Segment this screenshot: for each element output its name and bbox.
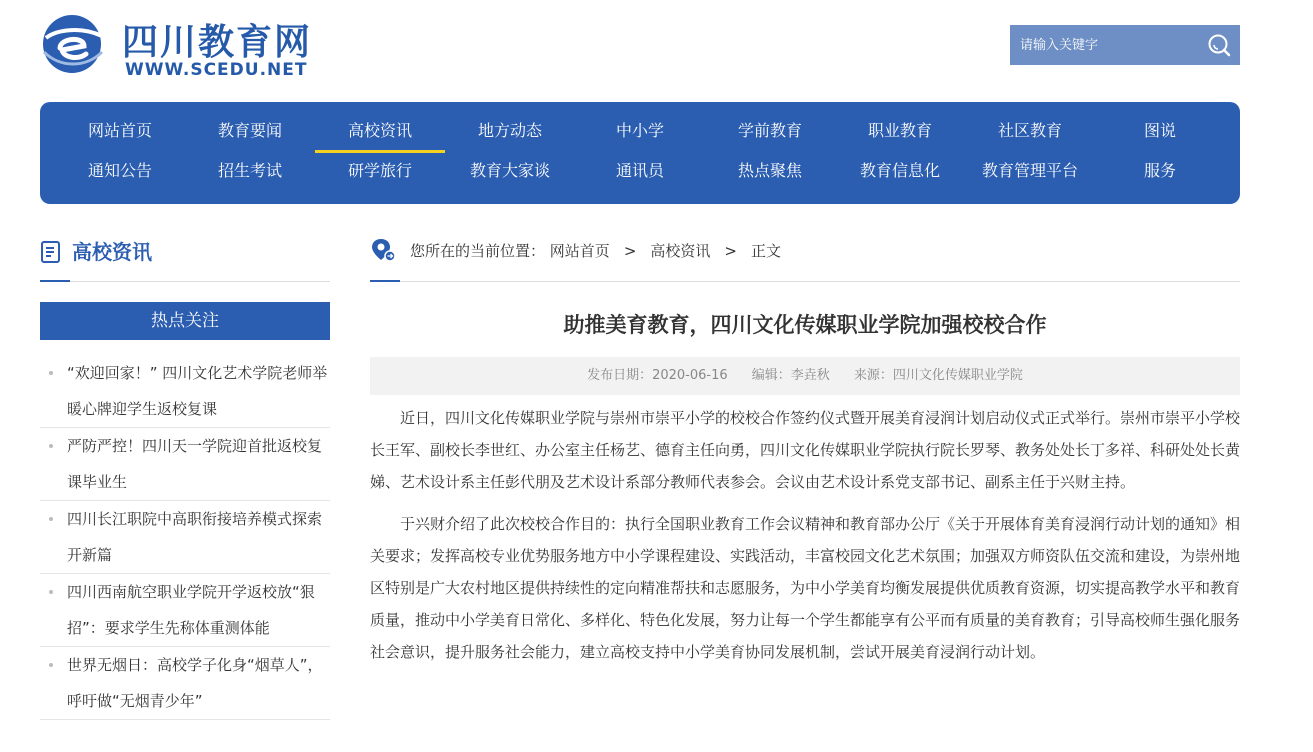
breadcrumb-underline: [370, 280, 400, 282]
breadcrumb: [370, 232, 1240, 282]
site-logo[interactable]: [40, 12, 340, 82]
article-editor: 编辑：李垚秋: [751, 368, 830, 383]
sidebar-heading: [40, 232, 330, 282]
sidebar-title: 高校资讯: [72, 240, 152, 264]
article-meta: [370, 357, 1240, 395]
list-item-text: “欢迎回家！” 四川文化艺术学院老师举暖心牌迎学生返校复课: [67, 364, 328, 418]
nav-services[interactable]: 服务: [1143, 161, 1176, 180]
list-item-text: 世界无烟日：高校学子化身“烟草人”，呼吁做“无烟青少年”: [67, 656, 323, 710]
main-nav: [40, 102, 1240, 204]
site-header: [40, 12, 1240, 82]
main-content: [370, 232, 1240, 668]
bullet-dot-icon: [49, 590, 53, 594]
nav-correspondents[interactable]: 通讯员: [615, 161, 664, 180]
breadcrumb-separator: >: [724, 242, 737, 260]
list-item[interactable]: [40, 355, 330, 428]
nav-row-1: [55, 112, 1225, 152]
site-name: 四川教育网: [122, 22, 313, 63]
search-box: [1010, 25, 1240, 65]
hot-topics-header: 热点关注: [40, 302, 330, 340]
bullet-dot-icon: [49, 517, 53, 521]
nav-study-travel[interactable]: 研学旅行: [347, 161, 412, 180]
bullet-dot-icon: [49, 444, 53, 448]
nav-forum[interactable]: 教育大家谈: [469, 161, 550, 180]
article-title: 助推美育教育，四川文化传媒职业学院加强校校合作: [563, 313, 1047, 337]
nav-local-news[interactable]: 地方动态: [477, 121, 542, 140]
location-pin-icon: [370, 237, 396, 263]
nav-row-2: [55, 152, 1225, 192]
article-paragraph: 于兴财介绍了此次校校合作目的：执行全国职业教育工作会议精神和教育部办公厅《关于开展体育美育浸润行动计划的通知》相关要求；发挥高校专业优势服务地方中小学课程建设、实践活动，丰富校园文化艺术氛围；加强双方师资队伍交流和建设，为崇州地区特别是广大农村地区提供持续性的定向精准帮扶和志愿服务，为中小学美育均衡发展提供优质教育资源，切实提高教学水平和教育质量，推动中小学美育日常化、多样化、特色化发展，努力让每一个学生都能享有公平而有质量的美育教育；引导高校师生强化服务社会意识，提升服务社会能力，建立高校支持中小学美育协同发展机制，尝试开展美育浸润行动计划。: [370, 515, 1241, 661]
nav-notices[interactable]: 通知公告: [87, 161, 152, 180]
article-source: 来源：四川文化传媒职业学院: [853, 368, 1023, 383]
nav-preschool[interactable]: 学前教育: [737, 121, 802, 140]
logo-e-icon: [40, 12, 104, 76]
search-input[interactable]: [1010, 25, 1200, 65]
list-item-text: 四川西南航空职业学院开学返校放“狠招”：要求学生先称体重测体能: [67, 583, 315, 637]
breadcrumb-prefix: 您所在的当前位置：: [410, 242, 546, 260]
nav-community[interactable]: 社区教育: [997, 121, 1062, 140]
bullet-dot-icon: [49, 663, 53, 667]
bullet-dot-icon: [49, 371, 53, 375]
nav-education-news[interactable]: 教育要闻: [217, 121, 282, 140]
nav-k12[interactable]: 中小学: [615, 121, 664, 140]
list-item[interactable]: [40, 574, 330, 647]
heading-underline: [40, 280, 70, 282]
list-item-text: 四川长江职院中高职衔接培养模式探索开新篇: [67, 510, 323, 564]
nav-management-platform[interactable]: 教育管理平台: [981, 161, 1078, 180]
nav-home[interactable]: 网站首页: [87, 121, 152, 140]
list-item[interactable]: [40, 501, 330, 574]
breadcrumb-category-link[interactable]: 高校资讯: [650, 242, 711, 260]
search-icon[interactable]: [1206, 32, 1232, 58]
document-icon: [40, 240, 62, 264]
nav-edu-it[interactable]: 教育信息化: [859, 161, 940, 180]
breadcrumb-text: [410, 240, 781, 261]
nav-hot-topics[interactable]: 热点聚焦: [737, 161, 802, 180]
hot-topics-list: [40, 355, 330, 720]
nav-pictures[interactable]: 图说: [1143, 121, 1176, 140]
article-body: [370, 402, 1240, 668]
nav-admissions[interactable]: 招生考试: [217, 161, 282, 180]
breadcrumb-current: 正文: [750, 242, 781, 260]
nav-vocational[interactable]: 职业教育: [867, 121, 932, 140]
breadcrumb-separator: >: [623, 242, 637, 260]
article-paragraph: 近日，四川文化传媒职业学院与崇州市崇平小学的校校合作签约仪式暨开展美育浸润计划启动仪式正式举行。崇州市崇平小学校长王军、副校长李世红、办公室主任杨艺、德育主任向勇，四川文化传媒职业学院执行院长罗琴、教务处处长丁多祥、科研处处长黄娣、艺术设计系主任彭代朋及艺术设计系部分教师代表参会。会议由艺术设计系党支部书记、副系主任于兴财主持。: [370, 409, 1241, 491]
breadcrumb-home-link[interactable]: 网站首页: [549, 242, 610, 260]
sidebar: [40, 232, 330, 720]
site-domain: WWW.SCEDU.NET: [125, 60, 308, 80]
list-item[interactable]: [40, 647, 330, 720]
list-item[interactable]: [40, 428, 330, 501]
list-item-text: 严防严控！四川天一学院迎首批返校复课毕业生: [67, 437, 323, 491]
publish-date: 发布日期：2020-06-16: [587, 368, 728, 383]
nav-university-news[interactable]: 高校资讯: [315, 112, 445, 152]
